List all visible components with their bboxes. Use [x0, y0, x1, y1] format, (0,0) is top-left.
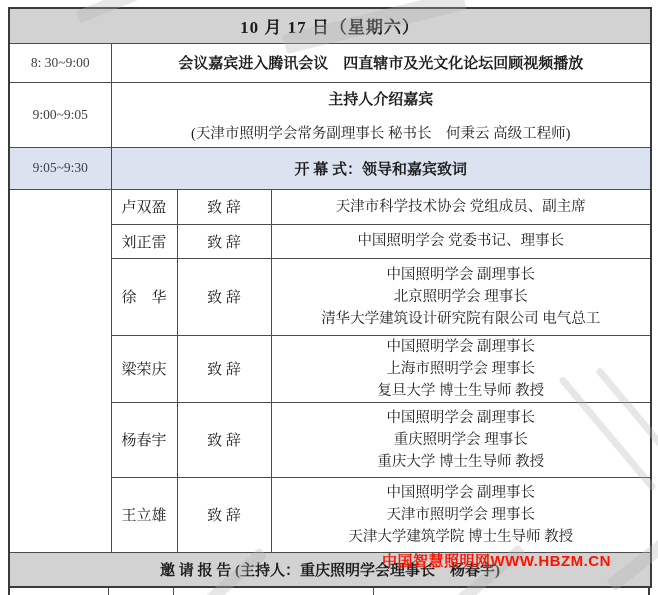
speech-action: 致 辞: [177, 335, 271, 402]
speaker-titles: 中国照明学会 副理事长 北京照明学会 理事长 清华大学建筑设计研究院有限公司 电气总工: [271, 258, 651, 335]
speaker-titles: 中国照明学会 副理事长 重庆照明学会 理事长 重庆大学 博士生导师 教授: [271, 402, 651, 477]
host-intro-cell: [111, 82, 651, 147]
time-cell: 9:00~9:05: [9, 82, 111, 147]
speaker-name: 徐 华: [111, 258, 177, 335]
speaker-titles: 中国照明学会 党委书记、理事长: [271, 224, 651, 258]
table-row: [9, 43, 651, 82]
invited-reports-header: 邀 请 报 告 (主持人：重庆照明学会理事长 杨春宇): [9, 552, 651, 587]
site-watermark-text: 中国智慧照明网WWW.HBZM.CN: [382, 553, 611, 570]
speech-action: 致 辞: [177, 402, 271, 477]
speaker-name: 梁荣庆: [111, 335, 177, 402]
merged-empty-time-cell: [9, 189, 111, 552]
host-intro-detail: (天津市照明学会常务副理事长 秘书长 何秉云 高级工程师): [191, 126, 571, 142]
speech-action: 致 辞: [177, 189, 271, 224]
host-intro-title: 主持人介绍嘉宾: [328, 92, 434, 108]
table-row: [9, 552, 651, 587]
schedule-table: [8, 7, 652, 588]
speaker-name: 杨春宇: [111, 402, 177, 477]
speaker-name: 卢双盈: [111, 189, 177, 224]
speaker-name: 王立雄: [111, 477, 177, 552]
speech-action: 致 辞: [177, 224, 271, 258]
table-row: [9, 82, 651, 147]
time-cell: 8: 30~9:00: [9, 43, 111, 82]
speaker-titles: 中国照明学会 副理事长 天津市照明学会 理事长 天津大学建筑学院 博士生导师 教授: [271, 477, 651, 552]
speech-action: 致 辞: [177, 258, 271, 335]
speaker-titles: 中国照明学会 副理事长 上海市照明学会 理事长 复旦大学 博士生导师 教授: [271, 335, 651, 402]
opening-ceremony-label: 开 幕 式：领导和嘉宾致词: [111, 147, 651, 189]
date-header: 10 月 17 日（星期六）: [9, 8, 651, 43]
table-row: [9, 189, 651, 224]
time-cell: 9:05~9:30: [9, 147, 111, 189]
speaker-name: 刘正雷: [111, 224, 177, 258]
speaker-titles: 天津市科学技术协会 党组成员、副主席: [271, 189, 651, 224]
session-entry-label: 会议嘉宾进入腾讯会议 四直辖市及光文化论坛回顾视频播放: [111, 43, 651, 82]
table-row: [9, 147, 651, 189]
next-row-cutoff: [8, 588, 650, 595]
speech-action: 致 辞: [177, 477, 271, 552]
table-row: [9, 8, 651, 43]
